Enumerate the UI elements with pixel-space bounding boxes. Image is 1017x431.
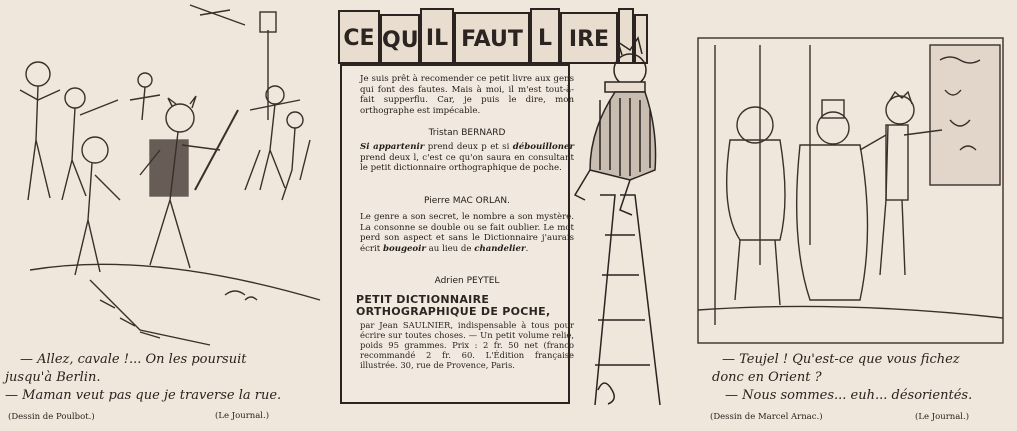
quote-text: Le genre a son secret, le nombre a son mystère. La consonne se double ou se fait oublier. Le mot perd son aspect et sans le Dictionnaire j'aurais écrit [360,212,574,254]
banner-book: L [530,8,560,64]
right-cartoon [690,0,1017,431]
quote-bernard: Je suis prêt à recomender ce petit livre aux gens qui font des fautes. Mais à moi, il m'est tout-à-fait supperflu. Car, je puis le dire, mon orthographe est impécable. [360,74,574,116]
reader-on-ladder-illustration [560,20,690,415]
quote-word: Si appartenir [360,142,425,152]
caption-line: — Teujel ! Qu'est-ce que vous fichez [722,352,960,367]
quote-text: prend deux p et si [424,142,513,152]
dictionary-description [360,320,574,370]
caption-line: — Maman veut pas que je traverse la rue. [5,388,282,403]
quote-author: Adrien PEYTEL [434,276,500,286]
quote-word: bougeoir [382,243,426,254]
caption-line: — Nous sommes... euh... désorientés. [725,388,973,403]
caption-line: donc en Orient ? [712,370,822,385]
dictionary-title: PETIT DICTIONNAIRE ORTHOGRAPHIQUE DE POCHE, [356,293,551,318]
quote-author: Pierre MAC ORLAN. [424,196,510,206]
illustrator-credit: (Dessin de Marcel Arnac.) [710,412,823,422]
dictionary-price: Prix : 2 fr. 50 net (franco recommandé 2 fr. 60. L'Édition française illustrée. 30, rue de Provence, Paris. [360,340,574,370]
dictionary-advertisement [330,0,690,431]
illustrator-credit: (Dessin de Poulbot.) [8,412,95,422]
quote-text: prend deux l, c'est ce qu'on saura en consultant le petit dictionnaire orthographique de poche. [360,152,574,174]
ad-text-box [340,64,574,404]
caption-line: — Allez, cavale !... On les poursuit [20,352,247,367]
quote-text: au lieu de [425,243,475,254]
quote-mac-orlan [360,142,574,174]
banner-book: CE [338,10,380,64]
left-cartoon [0,0,330,431]
caption-line: jusqu'à Berlin. [5,370,101,385]
quote-text: . [525,243,529,254]
banner-book: FAUT [454,12,530,64]
quote-author: Tristan BERNARD [428,128,506,138]
soldiers-map-illustration [690,0,1017,350]
source-credit: (Le Journal.) [915,412,970,422]
banner-book: IRE [560,12,618,64]
children-war-game-illustration [0,0,330,350]
banner-book: IL [420,8,454,64]
quote-peytel [360,212,574,254]
banner-book: QU [380,14,420,64]
quote-word: débouilloner [512,142,574,152]
quote-word: chandelier [474,243,526,254]
dictionary-body: par Jean SAULNIER, indispensable à tous pour écrire sur toutes choses. — Un petit volume relié, poids 95 grammes. [360,320,574,350]
source-credit: (Le Journal.) [215,411,270,421]
